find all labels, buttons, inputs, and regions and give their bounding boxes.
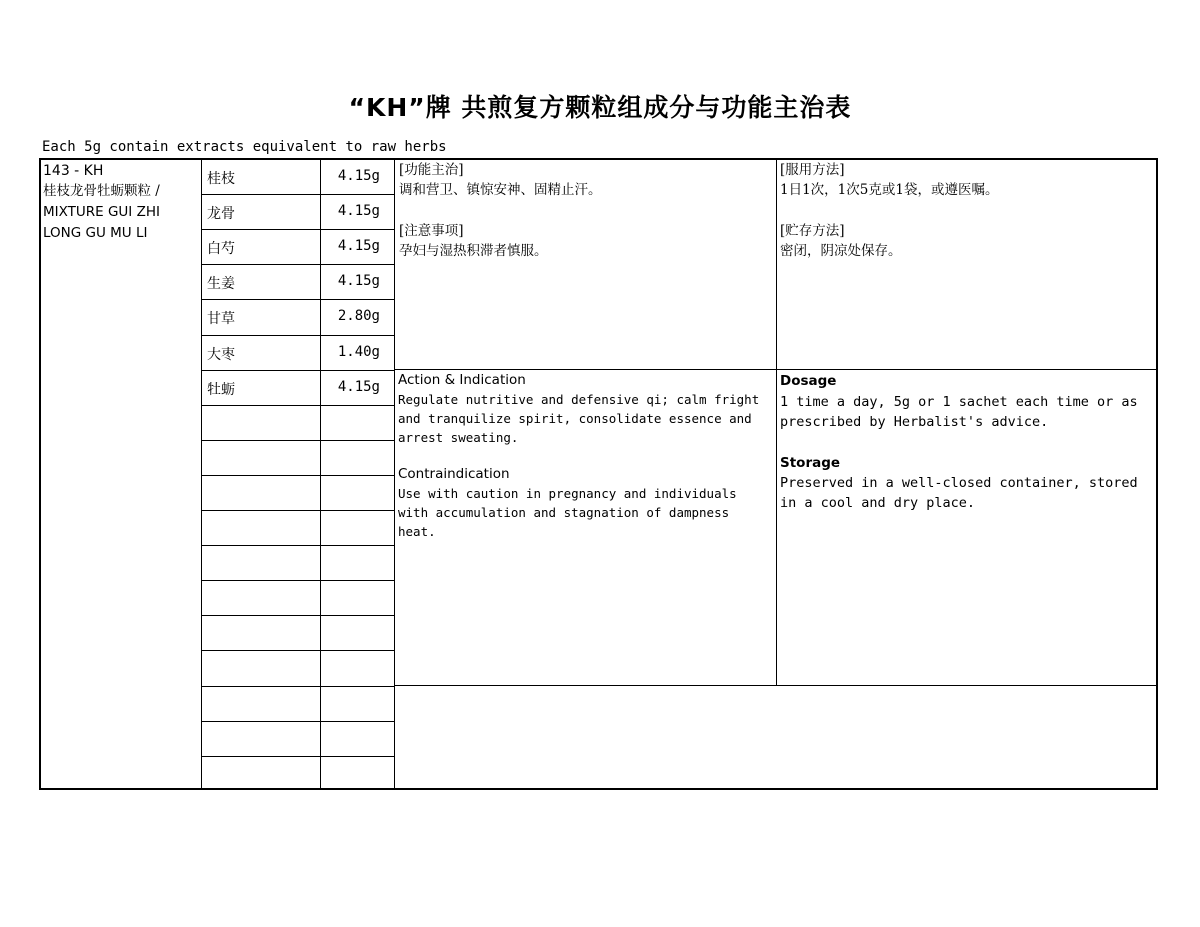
herb-row-divider	[201, 229, 395, 230]
herb-row-divider	[201, 405, 395, 406]
herb-name: 牡蛎	[207, 382, 235, 398]
herb-name: 桂枝	[207, 171, 235, 187]
action-text: arrest sweating.	[398, 430, 519, 445]
storage-text-en: in a cool and dry place.	[780, 495, 976, 511]
herb-row-divider	[201, 264, 395, 265]
herb-name: 甘草	[207, 311, 235, 327]
herb-row-divider	[201, 299, 395, 300]
herb-row-divider	[201, 615, 395, 616]
product-name-cn: 桂枝龙骨牡蛎颗粒 /	[43, 183, 160, 199]
herb-row-divider	[201, 370, 395, 371]
row-divider	[394, 685, 1158, 686]
caution-heading: [注意事项]	[399, 223, 464, 239]
row-divider	[394, 369, 1158, 370]
contra-text: Use with caution in pregnancy and individuals	[398, 486, 737, 501]
herb-name: 大枣	[207, 347, 235, 363]
col-divider	[776, 159, 777, 685]
storage-text-cn: 密闭，阴凉处保存。	[780, 243, 902, 259]
herb-amount: 4.15g	[337, 168, 380, 184]
herb-row-divider	[201, 686, 395, 687]
usage-text: 1日1次，1次5克或1袋，或遵医嘱。	[780, 182, 999, 198]
herb-amount: 2.80g	[337, 308, 380, 324]
usage-heading: [服用方法]	[780, 162, 845, 178]
contra-heading: Contraindication	[398, 466, 510, 482]
function-heading: [功能主治]	[399, 162, 464, 178]
product-name-en: MIXTURE GUI ZHI	[43, 204, 160, 220]
product-name-en: LONG GU MU LI	[43, 225, 148, 241]
dosage-text: prescribed by Herbalist's advice.	[780, 414, 1049, 430]
herb-row-divider	[201, 545, 395, 546]
herb-amount: 4.15g	[337, 203, 380, 219]
dosage-heading: Dosage	[780, 373, 837, 389]
herb-row-divider	[201, 650, 395, 651]
dosage-text: 1 time a day, 5g or 1 sachet each time or as	[780, 394, 1138, 410]
storage-heading-en: Storage	[780, 455, 841, 471]
page-title: “KH”牌 共煎复方颗粒组成分与功能主治表	[348, 93, 852, 122]
herb-name: 白芍	[207, 241, 235, 257]
contra-text: with accumulation and stagnation of dampness	[398, 505, 730, 520]
herb-row-divider	[201, 756, 395, 757]
herb-amount: 4.15g	[337, 379, 380, 395]
caution-text: 孕妇与湿热积滞者慎服。	[399, 243, 548, 259]
action-heading: Action & Indication	[398, 372, 526, 388]
herb-name: 龙骨	[207, 206, 235, 222]
contra-text: heat.	[398, 524, 436, 539]
storage-text-en: Preserved in a well-closed container, stored	[780, 475, 1138, 491]
action-text: and tranquilize spirit, consolidate essence and	[398, 411, 752, 426]
herb-row-divider	[201, 335, 395, 336]
herb-amount: 4.15g	[337, 238, 380, 254]
herb-row-divider	[201, 194, 395, 195]
action-text: Regulate nutritive and defensive qi; calm fright	[398, 392, 760, 407]
herb-name: 生姜	[207, 276, 235, 292]
herb-amount: 1.40g	[337, 344, 380, 360]
herb-amount: 4.15g	[337, 273, 380, 289]
table-subtitle: Each 5g contain extracts equivalent to raw herbs	[42, 139, 447, 155]
herb-row-divider	[201, 721, 395, 722]
herb-row-divider	[201, 510, 395, 511]
storage-heading-cn: [贮存方法]	[780, 223, 845, 239]
herb-row-divider	[201, 580, 395, 581]
herb-row-divider	[201, 475, 395, 476]
herb-row-divider	[201, 440, 395, 441]
function-text: 调和营卫、镇惊安神、固精止汗。	[399, 182, 602, 198]
product-code: 143 - KH	[43, 163, 104, 179]
